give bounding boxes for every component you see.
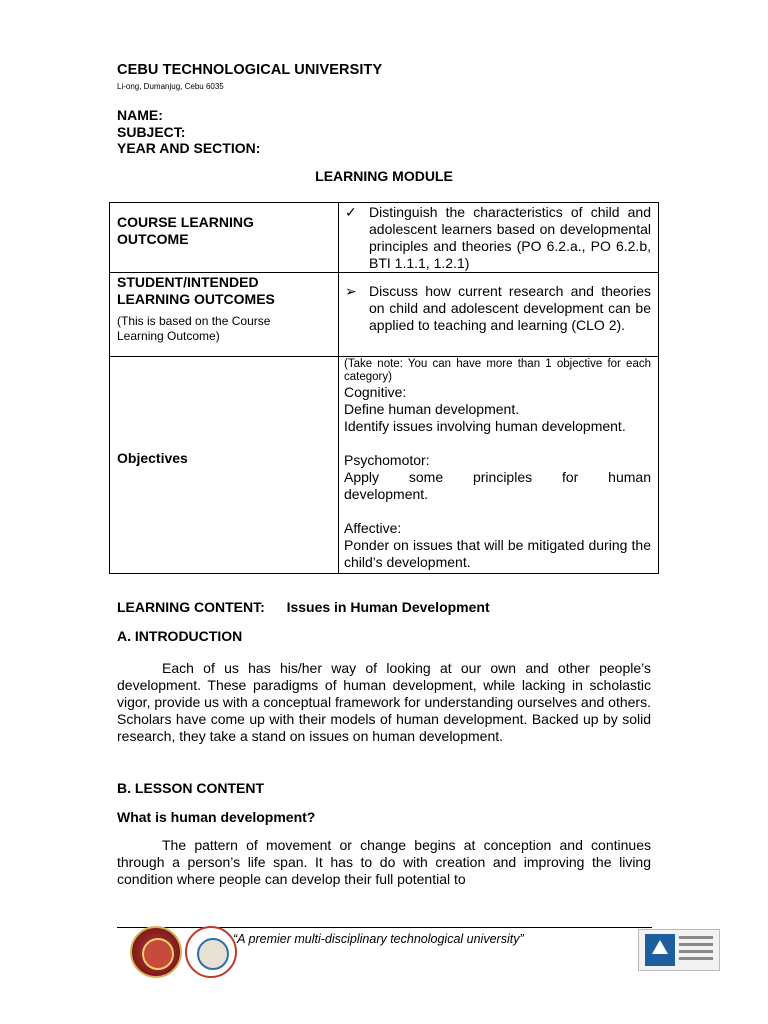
table-row bbox=[110, 273, 659, 357]
cognitive-label: Cognitive: bbox=[344, 384, 407, 400]
section-a-heading: A. INTRODUCTION bbox=[117, 628, 243, 644]
introduction-text: Each of us has his/her way of looking at our own and other people’s development. These paradigms of human development, while lacking in scholastic vigor, provide us with a conceptual framework for understanding ourselves and others. Scholars have come up with their models of human development. Backed up by solid research, they take a stand on issues on human development. bbox=[117, 660, 651, 744]
affective-label: Affective: bbox=[344, 520, 402, 536]
objectives-content-cell bbox=[339, 357, 659, 574]
objectives-note: (Take note: You can have more than 1 objective for each category) bbox=[344, 358, 651, 383]
learning-content-label: LEARNING CONTENT: bbox=[117, 599, 265, 615]
tuv-certification-icon bbox=[638, 929, 720, 971]
lesson-paragraph bbox=[117, 837, 651, 888]
intended-outcome-text: Discuss how current research and theories on child and adolescent development can be applied to teaching and learning (CLO 2). bbox=[369, 283, 651, 333]
cognitive-objective: Define human development. bbox=[344, 401, 520, 417]
course-outcome-label-2: OUTCOME bbox=[117, 231, 189, 247]
intended-outcome-label-2: LEARNING OUTCOMES bbox=[117, 291, 275, 307]
course-outcome-label-cell bbox=[110, 203, 339, 273]
psychomotor-label: Psychomotor: bbox=[344, 452, 430, 468]
psychomotor-objective-line1: Apply some principles for human bbox=[344, 469, 651, 485]
module-title: LEARNING MODULE bbox=[315, 168, 453, 184]
introduction-paragraph bbox=[117, 660, 651, 745]
asean-seal-icon bbox=[130, 926, 182, 978]
university-seal-icon bbox=[185, 926, 237, 978]
intended-outcome-content-cell bbox=[339, 273, 659, 357]
lesson-text: The pattern of movement or change begins at conception and continues through a person’s life span. It has to do with creation and improving the living condition where people can develop their full potential to bbox=[117, 837, 651, 887]
objectives-label-cell bbox=[110, 357, 339, 574]
subject-field-label: SUBJECT: bbox=[117, 124, 186, 140]
intended-outcome-label: STUDENT/INTENDED bbox=[117, 274, 259, 290]
learning-content-line bbox=[117, 599, 490, 615]
course-outcome-label: COURSE LEARNING bbox=[117, 214, 254, 230]
outcomes-table bbox=[109, 202, 659, 574]
cognitive-objective: Identify issues involving human development. bbox=[344, 418, 626, 434]
intended-outcome-label-cell bbox=[110, 273, 339, 357]
footer-tagline: “A premier multi-disciplinary technological university” bbox=[233, 932, 524, 946]
course-outcome-content-cell bbox=[339, 203, 659, 273]
university-address: Li-ong, Dumanjug, Cebu 6035 bbox=[117, 82, 224, 91]
psychomotor-objective-line2: development. bbox=[344, 486, 429, 502]
lesson-subheading: What is human development? bbox=[117, 809, 316, 825]
section-b-heading: B. LESSON CONTENT bbox=[117, 780, 265, 796]
arrow-bullet-icon: ➢ bbox=[345, 283, 357, 299]
footer-divider bbox=[117, 927, 652, 928]
table-row bbox=[110, 203, 659, 273]
checkmark-icon: ✓ bbox=[345, 204, 357, 220]
learning-content-topic: Issues in Human Development bbox=[286, 599, 490, 615]
university-name: CEBU TECHNOLOGICAL UNIVERSITY bbox=[117, 62, 383, 78]
course-outcome-text: Distinguish the characteristics of child and adolescent learners based on developmental principles and theories (PO 6.2.a., PO 6.2.b, BTI 1.1.1, 1.2.1) bbox=[369, 204, 651, 271]
objectives-label: Objectives bbox=[117, 449, 188, 466]
name-field-label: NAME: bbox=[117, 107, 163, 123]
affective-objective: Ponder on issues that will be mitigated during the child’s development. bbox=[344, 537, 651, 570]
table-row bbox=[110, 357, 659, 574]
intended-outcome-note: (This is based on the Course Learning Outcome) bbox=[117, 314, 271, 343]
year-section-field-label: YEAR AND SECTION: bbox=[117, 140, 261, 156]
